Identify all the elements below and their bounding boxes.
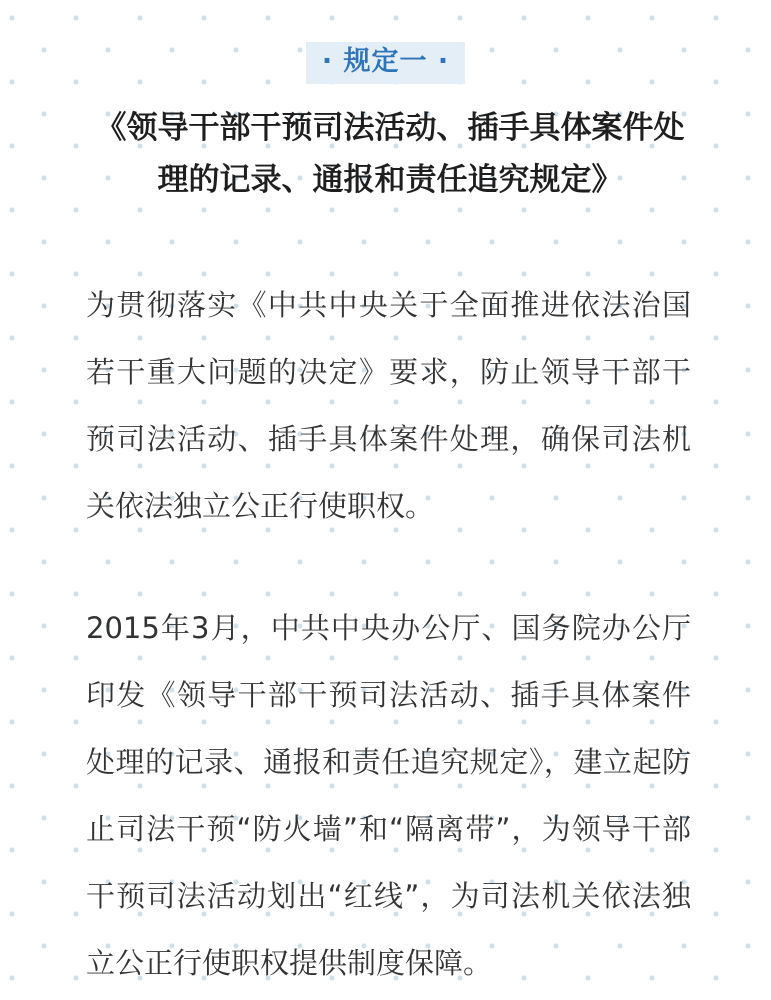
section-label-wrap (0, 42, 771, 84)
paragraph-issuance: 2015年3月，中共中央办公厅、国务院办公厅印发《领导干部干预司法活动、插手具体案件处理的记录、通报和责任追究规定》，建立起防止司法干预“防火墙”和“隔离带”，为领导干部干预司法活动划出“红线”，为司法机关依法独立公正行使职权提供制度保障。 (86, 611, 691, 980)
regulation-title: 《领导干部干预司法活动、插手具体案件处理的记录、通报和责任追究规定》 (95, 110, 685, 198)
section-label: · 规定一 · (306, 42, 465, 84)
paragraph-purpose: 为贯彻落实《中共中央关于全面推进依法治国若干重大问题的决定》要求，防止领导干部干预司法活动、插手具体案件处理，确保司法机关依法独立公正行使职权。 (86, 288, 691, 523)
